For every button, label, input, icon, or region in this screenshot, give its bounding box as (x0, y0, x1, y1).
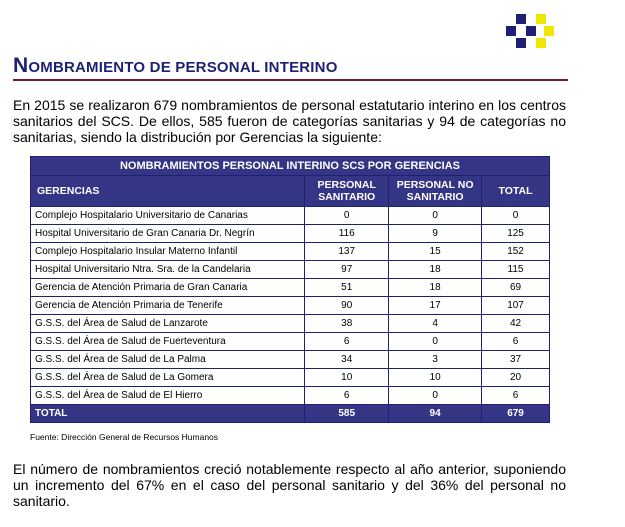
cell-total: 20 (482, 369, 550, 387)
cell-gerencia: G.S.S. del Área de Salud de La Palma (31, 351, 305, 369)
cell-gerencia: Complejo Hospitalario Universitario de Canarias (31, 207, 305, 225)
table-row (31, 333, 550, 351)
total-no-sanitario: 94 (389, 405, 482, 423)
table-row (31, 387, 550, 405)
cell-sanitario: 10 (305, 369, 389, 387)
cell-gerencia: Gerencia de Atención Primaria de Gran Canaria (31, 279, 305, 297)
table-row (31, 207, 550, 225)
section-title-rest: OMBRAMIENTO DE PERSONAL INTERINO (28, 59, 338, 76)
cell-no-sanitario: 0 (389, 333, 482, 351)
cell-sanitario: 90 (305, 297, 389, 315)
logo-square (536, 38, 546, 48)
cell-sanitario: 38 (305, 315, 389, 333)
section-title-initial: N (13, 54, 29, 77)
cell-total: 125 (482, 225, 550, 243)
total-label: TOTAL (31, 405, 305, 423)
total-total: 679 (482, 405, 550, 423)
title-divider (13, 79, 568, 81)
logo-square (516, 14, 526, 24)
cell-total: 0 (482, 207, 550, 225)
cell-total: 152 (482, 243, 550, 261)
table-row (31, 279, 550, 297)
total-row (31, 405, 550, 423)
cell-no-sanitario: 0 (389, 207, 482, 225)
cell-no-sanitario: 15 (389, 243, 482, 261)
cell-no-sanitario: 18 (389, 279, 482, 297)
table-caption-row (31, 157, 550, 176)
cell-total: 69 (482, 279, 550, 297)
cell-sanitario: 6 (305, 387, 389, 405)
cell-gerencia: Hospital Universitario de Gran Canaria Dr. Negrín (31, 225, 305, 243)
cell-total: 107 (482, 297, 550, 315)
cell-total: 115 (482, 261, 550, 279)
header-no-sanitario: PERSONAL NO SANITARIO (389, 176, 482, 207)
cell-no-sanitario: 17 (389, 297, 482, 315)
table-row (31, 369, 550, 387)
logo-square (516, 38, 526, 48)
cell-gerencia: Hospital Universitario Ntra. Sra. de la Candelaria (31, 261, 305, 279)
cell-gerencia: G.S.S. del Área de Salud de Fuerteventura (31, 333, 305, 351)
total-sanitario: 585 (305, 405, 389, 423)
cell-total: 37 (482, 351, 550, 369)
table-row (31, 351, 550, 369)
header-gerencias: GERENCIAS (31, 176, 305, 207)
intro-paragraph: En 2015 se realizaron 679 nombramientos de personal estatutario interino en los centros sanitarios del SCS. De ellos, 585 fueron de categorías sanitarias y 94 de categorías no sanitarias, siendo la distribución por Gerencias la siguiente: (13, 97, 566, 145)
cell-no-sanitario: 3 (389, 351, 482, 369)
conclusion-paragraph: El número de nombramientos creció notablemente respecto al año anterior, suponiendo un incremento del 67% en el caso del personal sanitario y del 36% del personal no sanitario. (13, 461, 566, 509)
cell-sanitario: 34 (305, 351, 389, 369)
table-caption: NOMBRAMIENTOS PERSONAL INTERINO SCS POR GERENCIAS (31, 157, 550, 176)
cell-sanitario: 6 (305, 333, 389, 351)
cell-no-sanitario: 10 (389, 369, 482, 387)
table-row (31, 297, 550, 315)
cell-gerencia: G.S.S. del Área de Salud de Lanzarote (31, 315, 305, 333)
cell-sanitario: 137 (305, 243, 389, 261)
table-header-row (31, 176, 550, 207)
cell-gerencia: G.S.S. del Área de Salud de El Hierro (31, 387, 305, 405)
cell-no-sanitario: 4 (389, 315, 482, 333)
cell-no-sanitario: 0 (389, 387, 482, 405)
cell-sanitario: 116 (305, 225, 389, 243)
cell-sanitario: 0 (305, 207, 389, 225)
cell-total: 6 (482, 333, 550, 351)
cell-gerencia: Gerencia de Atención Primaria de Tenerife (31, 297, 305, 315)
cell-no-sanitario: 9 (389, 225, 482, 243)
table-row (31, 315, 550, 333)
logo-square (544, 26, 554, 36)
logo-square (526, 26, 536, 36)
appointments-table (30, 156, 550, 423)
header-sanitario: PERSONAL SANITARIO (305, 176, 389, 207)
scs-logo (506, 14, 554, 50)
cell-total: 6 (482, 387, 550, 405)
logo-square (506, 26, 516, 36)
table-row (31, 243, 550, 261)
cell-no-sanitario: 18 (389, 261, 482, 279)
cell-sanitario: 51 (305, 279, 389, 297)
source-note: Fuente: Dirección General de Recursos Humanos (30, 432, 219, 442)
logo-square (536, 14, 546, 24)
cell-gerencia: G.S.S. del Área de Salud de La Gomera (31, 369, 305, 387)
cell-gerencia: Complejo Hospitalario Insular Materno Infantil (31, 243, 305, 261)
cell-total: 42 (482, 315, 550, 333)
table-row (31, 261, 550, 279)
table-row (31, 225, 550, 243)
header-total: TOTAL (482, 176, 550, 207)
section-title (13, 54, 338, 78)
cell-sanitario: 97 (305, 261, 389, 279)
